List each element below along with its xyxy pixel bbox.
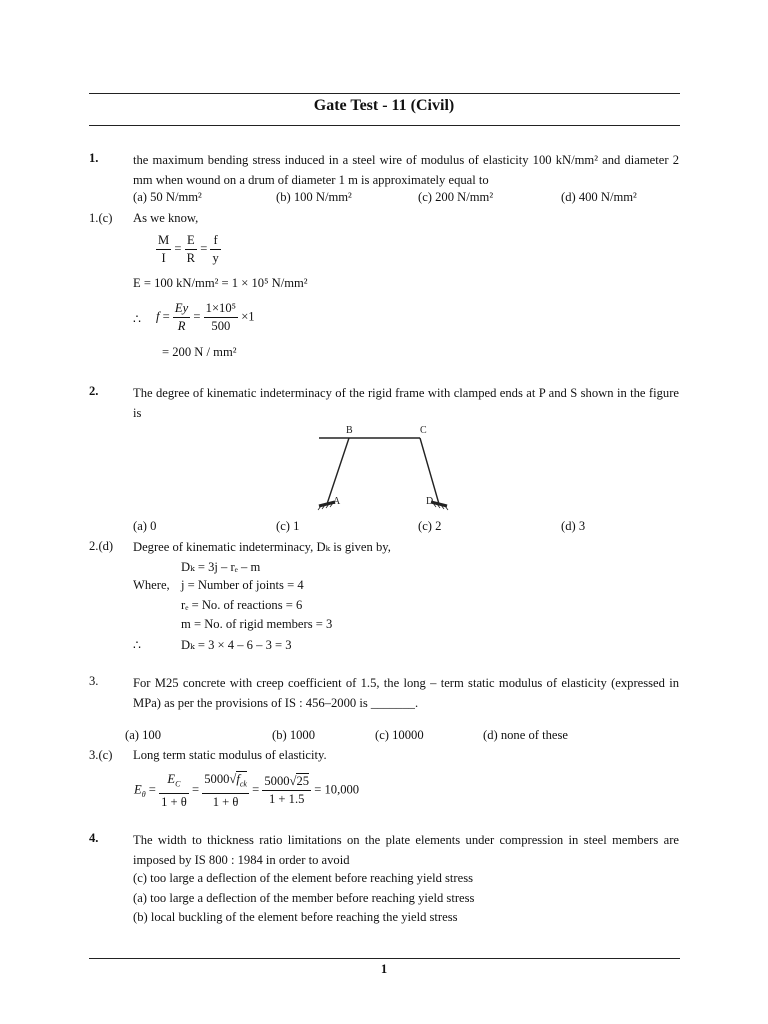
question-3-number: 3.: [89, 674, 99, 688]
question-3-option-d: (d) none of these: [483, 728, 568, 742]
answer-1-intro: As we know,: [133, 211, 199, 225]
therefore-symbol: ∴: [133, 312, 142, 326]
header-bottom-rule: [89, 125, 680, 126]
answer-1-result: = 200 N / mm²: [162, 345, 237, 359]
question-3-option-a: (a) 100: [125, 728, 162, 742]
frame-label-a: A: [333, 496, 341, 507]
answer-1-equation-2: f = $\frac{Ey}{R}$ = $\frac{\text{1×10⁵}}{500}$ ×1: [156, 301, 255, 333]
footer-rule: [89, 958, 680, 959]
therefore-symbol: ∴: [133, 638, 142, 652]
question-4-text: The width to thickness ratio limitations on the plate elements under compression in steel members are imposed by IS 800 : 1984 in order to avoid: [133, 833, 679, 867]
question-1-option-d: (d) 400 N/mm²: [561, 190, 637, 204]
question-1-text: the maximum bending stress induced in a steel wire of modulus of elasticity 100 kN/mm² and diameter 2 mm when wound on a drum of diameter 1 m is approximately equal to: [133, 153, 679, 187]
answer-2-members: m = No. of rigid members = 3: [181, 617, 333, 631]
question-4-number: 4.: [89, 831, 99, 845]
question-4-option-1: (c) too large a deflection of the element before reaching yield stress: [133, 871, 474, 885]
answer-2-where: Where,: [133, 578, 170, 592]
question-3-option-b: (b) 1000: [272, 728, 316, 742]
question-1-number: 1.: [89, 151, 99, 165]
question-2-option-c: (c) 2: [418, 519, 442, 533]
answer-3-intro: Long term static modulus of elasticity.: [133, 748, 327, 762]
question-3-option-c: (c) 10000: [375, 728, 424, 742]
question-1-option-a: (a) 50 N/mm²: [133, 190, 202, 204]
answer-1-equation-1: $\frac{M}{I}$ = $\frac{E}{R}$ = $\frac{f}{y}$: [158, 233, 219, 265]
answer-1-modulus-line: E = 100 kN/mm² = 1 × 10⁵ N/mm²: [133, 276, 308, 290]
page-number: 1: [380, 962, 388, 976]
question-4-option-3: (b) local buckling of the element before reaching the yield stress: [133, 910, 458, 924]
answer-2-formula: Dₖ = 3j – rₑ – m: [181, 560, 261, 574]
frame-label-b: B: [346, 425, 353, 436]
header-top-rule: [89, 93, 680, 94]
answer-3-equation: $E_\theta$ = $\frac{E_C}{1 + \theta}$ = $\frac{5000√f_{ck}}{1 + \theta}$ = $\frac{5000√25}{1 + 1.5}$ = 10,000: [134, 772, 360, 809]
answer-2-label: 2.(d): [89, 539, 114, 553]
question-2-number: 2.: [89, 384, 99, 398]
answer-2-reactions: rₑ = No. of reactions = 6: [181, 598, 303, 612]
question-2-text: The degree of kinematic indeterminacy of the rigid frame with clamped ends at P and S shown in the figure is: [133, 386, 679, 420]
question-1-option-b: (b) 100 N/mm²: [276, 190, 352, 204]
frame-right-column: [420, 438, 439, 504]
frame-label-d: D: [426, 496, 434, 507]
answer-2-joints: j = Number of joints = 4: [181, 578, 304, 592]
page-title: Gate Test - 11 (Civil): [313, 97, 455, 114]
frame-label-c: C: [420, 425, 427, 436]
answer-2-result: Dₖ = 3 × 4 – 6 – 3 = 3: [181, 638, 292, 652]
question-4-option-2: (a) too large a deflection of the member before reaching yield stress: [133, 891, 475, 905]
question-2-option-b: (c) 1: [276, 519, 300, 533]
question-1-option-c: (c) 200 N/mm²: [418, 190, 494, 204]
question-2-option-d: (d) 3: [561, 519, 586, 533]
question-2-option-a: (a) 0: [133, 519, 157, 533]
answer-2-intro: Degree of kinematic indeterminacy, Dₖ is given by,: [133, 540, 391, 554]
rigid-frame-figure: [315, 422, 465, 512]
question-3-text: For M25 concrete with creep coefficient of 1.5, the long – term static modulus of elasticity (expressed in MPa) as per the provisions of IS : 456–2000 is _______.: [133, 676, 679, 710]
answer-1-label: 1.(c): [89, 211, 113, 225]
right-clamp-support: [431, 502, 448, 510]
frame-left-column: [327, 438, 349, 504]
answer-3-label: 3.(c): [89, 748, 113, 762]
